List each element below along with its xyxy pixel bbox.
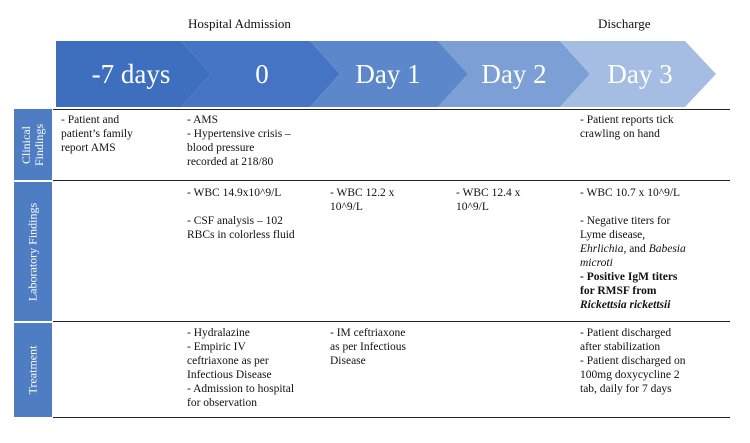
timeline-arrows (0, 0, 750, 110)
divider-bottom (53, 417, 730, 418)
divider-lab-treatment (53, 321, 730, 322)
row-label-treatment (14, 323, 52, 417)
hospital-admission-label: Hospital Admission (188, 16, 291, 31)
row-label-clinical (14, 109, 52, 180)
timeline-label-minus7: -7 days (91, 59, 171, 89)
lab-day1: - WBC 12.2 x 10^9/L (330, 187, 395, 213)
clinical-minus7: - Patient and patient’s family report AMS (61, 114, 133, 154)
row-label-laboratory-text: Laboratory Findings (25, 202, 40, 301)
treatment-day1: - IM ceftriaxone as per Infectious Disease (330, 327, 406, 367)
treatment-day0: - Hydralazine - Empiric IV ceftriaxone as per Infectious Disease - Admission to hospital for observation (187, 327, 295, 409)
divider-top (53, 109, 730, 110)
lab-day3: - WBC 10.7 x 10^9/L - Negative titers for Lyme disease, Ehrlichia, and Babesia microti - Positive IgM titers for RMSF from Rickettsia rickettsii (580, 187, 686, 311)
treatment-day3: - Patient discharged after stabilization - Patient discharged on 100mg doxycycline 2 tab, daily for 7 days (580, 327, 686, 395)
divider-clinical-lab (53, 180, 730, 181)
clinical-day3: - Patient reports tick crawling on hand (580, 114, 674, 140)
timeline-label-day1: Day 1 (355, 59, 421, 89)
lab-day0: - WBC 14.9x10^9/L - CSF analysis – 102 RBCs in colorless fluid (187, 187, 295, 241)
timeline-label-day2: Day 2 (481, 59, 547, 89)
row-label-laboratory (14, 182, 52, 321)
timeline-label-day3: Day 3 (607, 59, 673, 89)
row-label-clinical-text: Clinical Findings (18, 123, 46, 166)
discharge-label: Discharge (598, 16, 651, 31)
lab-day2: - WBC 12.4 x 10^9/L (456, 187, 521, 213)
row-label-treatment-text: Treatment (25, 345, 40, 395)
timeline-label-0: 0 (255, 59, 269, 89)
clinical-day0: - AMS - Hypertensive crisis – blood pressure recorded at 218/80 (187, 114, 291, 168)
